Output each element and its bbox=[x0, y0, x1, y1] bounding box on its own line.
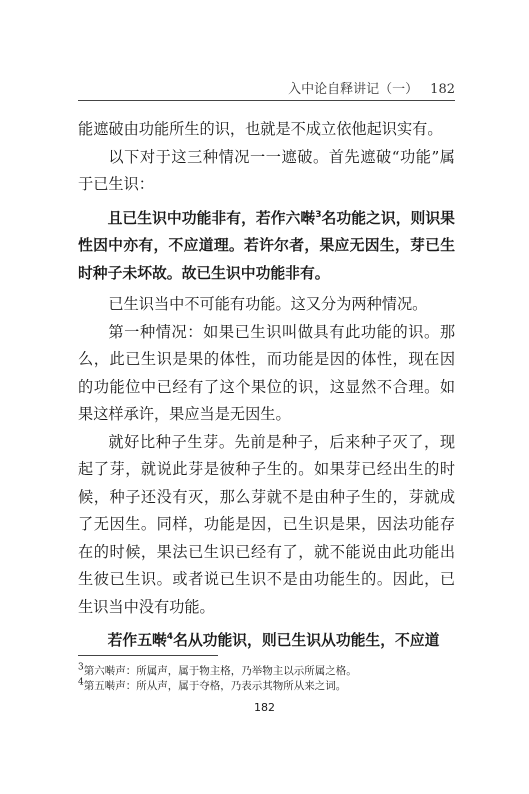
footnote-4-text: 第五啭声：所从声，属于夺格，乃表示其物所从来之词。 bbox=[83, 680, 347, 692]
footnote-4 bbox=[78, 679, 455, 694]
header-rule bbox=[78, 100, 455, 101]
quote-1-after: 名功能之识，则识果性因中亦有，不应道理。若许尔者，果应无因生，芽已生时种子未坏故。故已生识中功能非有。 bbox=[78, 209, 455, 282]
paragraph-commentary-1: 已生识当中不可能有功能。这又分为两种情况。 bbox=[108, 295, 428, 313]
footnote-ref-4: 4 bbox=[166, 632, 174, 643]
quote-2-after: 名从功能识，则已生识从功能生，不应道 bbox=[173, 632, 440, 649]
main-text bbox=[78, 116, 455, 659]
root-text-quote-2 bbox=[78, 627, 455, 655]
footnote-3 bbox=[78, 664, 455, 679]
quote-1-before: 且已生识中功能非有，若作六啭 bbox=[107, 209, 316, 227]
quote-2-before: 若作五啭 bbox=[107, 632, 167, 649]
running-header bbox=[288, 78, 455, 97]
paragraph-continuation: 能遮破由功能所生的识，也就是不成立依他起识实有。 bbox=[78, 120, 443, 138]
footnote-mark-4: 4 bbox=[78, 677, 84, 688]
footnote-rule bbox=[78, 655, 218, 656]
footnote-ref-3: 3 bbox=[315, 209, 322, 220]
footnote-3-text: 第六啭声：所属声，属于物主格，乃举物主以示所属之格。 bbox=[83, 665, 357, 677]
paragraph-commentary-2: 第一种情况：如果已生识叫做具有此功能的识。那么，此已生识是果的体性，而功能是因的体性，现在因的功能位中已经有了这个果位的识，这显然不合理。如果这样承许，果应当是无因生。 bbox=[78, 322, 455, 423]
footnotes bbox=[78, 664, 455, 694]
book-title: 入中论自释讲记（一） bbox=[288, 82, 419, 97]
paragraph-intro: 以下对于这三种情况一一遮破。首先遮破“功能”属于已生识： bbox=[78, 147, 455, 193]
bottom-page-number: 182 bbox=[254, 701, 275, 714]
root-text-quote-1 bbox=[78, 205, 455, 288]
footnote-mark-3: 3 bbox=[78, 662, 84, 673]
header-page-number: 182 bbox=[430, 82, 455, 97]
paragraph-commentary-3: 就好比种子生芽。先前是种子，后来种子灭了，现起了芽，就说此芽是彼种子生的。如果芽已经出生的时候，种子还没有灭，那么芽就不是由种子生的，芽就成了无因生。同样，功能是因，已生识是果，因法功能存在的时候，果法已生识已经有了，就不能说由此功能出生彼已生识。或者说已生识不是由功能生的。因此，已生识当中没有功能。 bbox=[78, 432, 455, 616]
